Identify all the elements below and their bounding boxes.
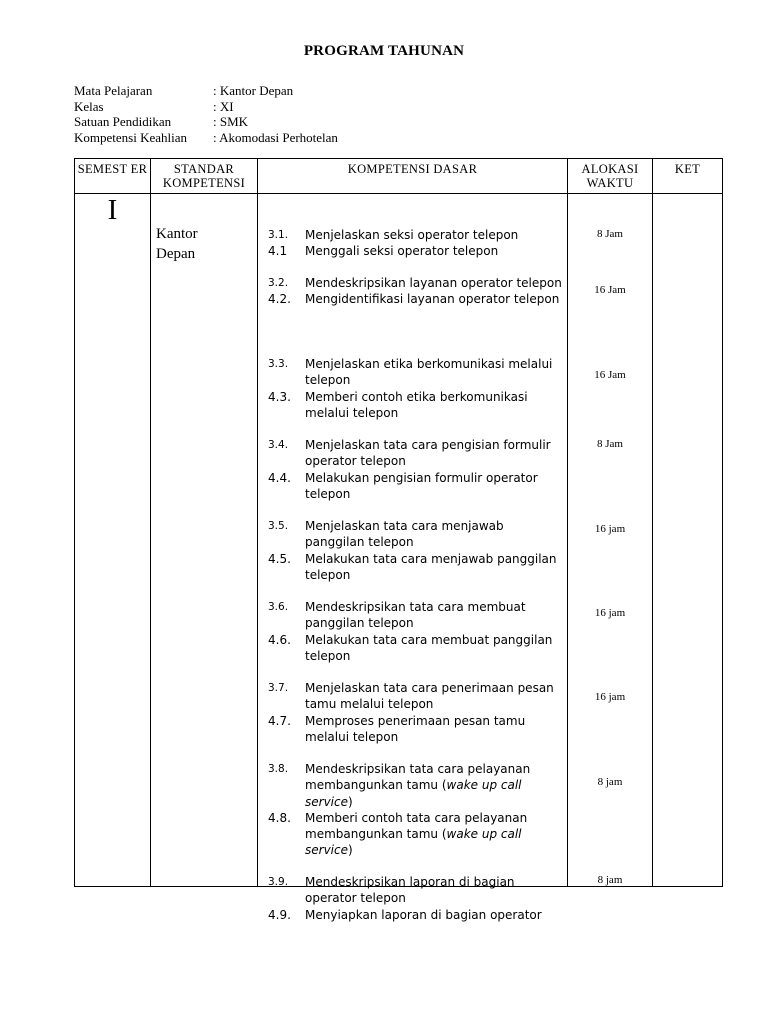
meta-row-school	[74, 114, 338, 130]
kd-number: 3.9.	[268, 876, 289, 888]
list-item	[258, 518, 567, 551]
list-item	[258, 243, 567, 259]
standar-kompetensi-value: Kantor Depan	[156, 226, 198, 262]
kd-number: 4.5.	[268, 551, 291, 566]
kd-number: 4.8.	[268, 810, 291, 825]
kd-text: Menggali seksi operator telepon	[305, 244, 499, 259]
kd-text: Mengidentifikasi layanan operator telepon	[305, 292, 560, 307]
kd-group-1	[258, 227, 567, 260]
list-item	[258, 632, 567, 665]
kd-text-part: Mendeskripsikan tata cara pelayanan membangunkan tamu (	[305, 762, 531, 793]
alokasi-value: 16 jam	[594, 523, 626, 535]
list-item	[258, 680, 567, 713]
list-item	[258, 551, 567, 584]
kd-number: 4.7.	[268, 713, 291, 728]
kd-text	[305, 761, 567, 810]
kd-text-part: )	[347, 794, 353, 809]
kd-number: 3.4.	[268, 439, 289, 451]
page-title: PROGRAM TAHUNAN	[303, 43, 465, 59]
meta-row-subject	[74, 83, 338, 99]
kd-number: 4.9.	[268, 907, 291, 922]
kd-group-6	[258, 599, 567, 664]
list-item	[258, 470, 567, 503]
kd-group-3	[258, 356, 567, 421]
kd-group-2	[258, 275, 567, 308]
kd-text: Memproses penerimaan pesan tamu melalui telepon	[305, 713, 526, 744]
kd-number: 4.1	[268, 244, 288, 259]
program-table	[74, 158, 723, 922]
header-kompetensi-dasar: KOMPETENSI DASAR	[258, 159, 568, 194]
kd-number: 3.6.	[268, 601, 289, 613]
list-item	[258, 907, 567, 923]
kd-number: 4.6.	[268, 632, 291, 647]
meta-value: : XI	[213, 98, 234, 114]
meta-label: Mata Pelajaran	[74, 83, 153, 98]
kd-number: 3.8.	[268, 763, 289, 775]
table-header-row	[75, 159, 723, 194]
header-semester: SEMEST ER	[75, 159, 151, 194]
list-item	[258, 713, 567, 746]
kd-number: 4.3.	[268, 389, 291, 404]
kd-text: Mendeskripsikan laporan di bagian operator telepon	[305, 875, 515, 906]
alokasi-value: 8 Jam	[597, 438, 623, 450]
list-item	[258, 810, 567, 859]
alokasi-value: 16 Jam	[594, 284, 626, 296]
kd-group-7	[258, 680, 567, 745]
table-row	[75, 194, 723, 887]
kd-number: 3.5.	[268, 520, 289, 532]
meta-label: Kompetensi Keahlian	[74, 129, 187, 145]
header-alokasi-waktu: ALOKASI WAKTU	[568, 159, 653, 194]
meta-row-class	[74, 99, 338, 115]
kd-text: Melakukan pengisian formulir operator telepon	[305, 470, 538, 501]
alokasi-value: 8 jam	[597, 874, 623, 886]
kd-text: Menjelaskan etika berkomunikasi melalui telepon	[305, 357, 553, 388]
kd-group-9	[258, 874, 567, 923]
list-item	[258, 599, 567, 632]
kd-number: 4.2.	[268, 292, 291, 307]
list-item	[258, 275, 567, 291]
semester-value: I	[107, 194, 118, 226]
kd-text: Menjelaskan tata cara menjawab panggilan telepon	[305, 519, 504, 550]
list-item	[258, 356, 567, 389]
header-ket: KET	[653, 159, 723, 194]
kd-text	[305, 810, 567, 859]
kd-text: Menjelaskan tata cara penerimaan pesan tamu melalui telepon	[305, 681, 554, 712]
kd-text-italic: wake up call service	[305, 778, 522, 809]
list-item	[258, 389, 567, 422]
kd-text: Menyiapkan laporan di bagian operator	[305, 907, 542, 922]
meta-label: Kelas	[74, 98, 104, 114]
meta-value: : SMK	[213, 114, 249, 129]
alokasi-value: 16 Jam	[594, 369, 626, 381]
kd-text: Mendeskripsikan layanan operator telepon	[305, 276, 562, 290]
alokasi-value: 8 jam	[597, 776, 623, 788]
semester-cell	[75, 194, 151, 887]
list-item	[258, 437, 567, 470]
kd-number: 3.3.	[268, 358, 289, 370]
kd-text-italic: wake up call service	[305, 827, 522, 858]
kd-text-part: Memberi contoh tata cara pelayanan membangunkan tamu (	[305, 810, 528, 842]
meta-row-expertise	[74, 130, 338, 146]
list-item	[258, 761, 567, 810]
ket-cell	[653, 194, 723, 887]
standar-kompetensi-cell	[151, 194, 258, 887]
kd-text: Menjelaskan tata cara pengisian formulir operator telepon	[305, 438, 551, 469]
document-meta	[74, 83, 338, 145]
alokasi-value: 8 Jam	[597, 228, 623, 240]
kd-group-4	[258, 437, 567, 502]
kd-text: Mendeskripsikan tata cara membuat panggilan telepon	[305, 600, 526, 631]
meta-value: : Kantor Depan	[213, 83, 294, 98]
kd-group-8	[258, 761, 567, 859]
alokasi-value: 16 jam	[594, 607, 626, 619]
kd-text: Memberi contoh etika berkomunikasi melalui telepon	[305, 389, 528, 420]
kd-number: 3.7.	[268, 682, 289, 694]
list-item	[258, 874, 567, 907]
kd-text: Melakukan tata cara menjawab panggilan telepon	[305, 551, 557, 582]
kd-text-part: )	[347, 843, 353, 858]
kompetensi-dasar-cell	[258, 194, 568, 922]
meta-label: Satuan Pendidikan	[74, 114, 172, 129]
alokasi-waktu-cell	[568, 194, 653, 887]
kd-number: 3.2.	[268, 277, 289, 289]
kd-text: Menjelaskan seksi operator telepon	[305, 228, 519, 242]
list-item	[258, 227, 567, 243]
list-item	[258, 291, 567, 307]
meta-value: : Akomodasi Perhotelan	[213, 129, 338, 145]
header-standar-kompetensi: STANDAR KOMPETENSI	[151, 159, 258, 194]
kd-number: 3.1.	[268, 229, 289, 241]
alokasi-value: 16 jam	[594, 691, 626, 703]
kd-group-5	[258, 518, 567, 583]
kd-text: Melakukan tata cara membuat panggilan telepon	[305, 632, 553, 663]
kd-number: 4.4.	[268, 470, 291, 485]
